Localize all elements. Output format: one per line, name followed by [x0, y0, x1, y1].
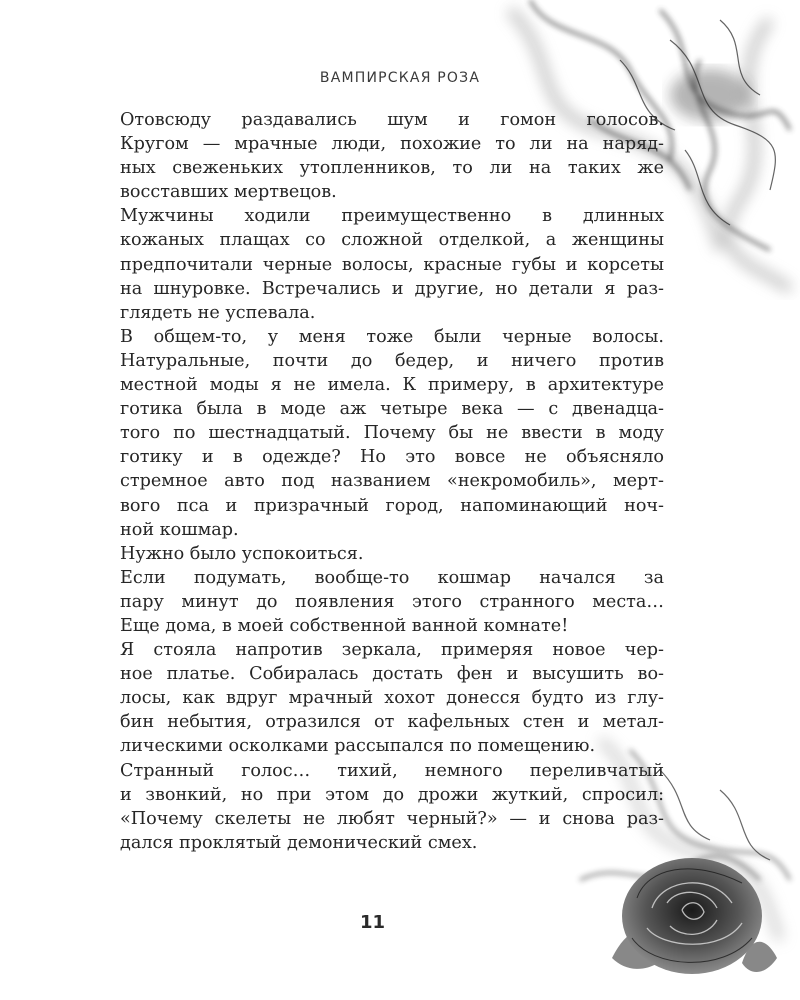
text-line: предпочитали черные волосы, красные губы и корсеты — [120, 254, 664, 275]
text-line: вого пса и призрачный город, напоминающий ноч- — [120, 495, 664, 516]
text-line: лосы, как вдруг мрачный хохот донесся будто из глу- — [120, 688, 664, 709]
text-line: пару минут до появления этого странного места… — [120, 591, 664, 612]
text-line: того по шестнадцатый. Почему бы не ввести в моду — [120, 423, 664, 444]
text-line: Если подумать, вообще-то кошмар начался за — [120, 567, 664, 588]
paragraph — [86, 325, 664, 542]
text-line: В общем-то, у меня тоже были черные волосы. — [120, 326, 664, 347]
page-number: 11 — [359, 912, 386, 933]
text-line: на шнуровке. Встречались и другие, но детали я раз- — [120, 278, 664, 299]
text-line: Кругом — мрачные люди, похожие то ли на наряд- — [120, 134, 664, 155]
text-line: и звонкий, но при этом до дрожи жуткий, спросил: — [120, 784, 664, 805]
text-line: лическими осколками рассыпался по помещению. — [120, 736, 596, 757]
paragraph — [86, 204, 664, 324]
text-line: глядеть не успевала. — [120, 302, 316, 323]
text-line: «Почему скелеты не любят черный?» — и снова раз- — [120, 808, 664, 829]
paragraph — [86, 566, 664, 638]
text-line: ной кошмар. — [120, 519, 239, 540]
text-line: готику и в одежде? Но это вовсе не объясняло — [120, 447, 664, 468]
text-line: ных свеженьких утопленников, то ли на таких же — [120, 158, 664, 179]
text-line: ное платье. Собиралась достать фен и высушить во- — [120, 664, 664, 685]
text-line: готика была в моде аж четыре века — с двенадца- — [120, 399, 664, 420]
text-line: Странный голос… тихий, немного переливчатый — [120, 760, 664, 781]
paragraph — [86, 108, 664, 204]
running-head: ВАМПИРСКАЯ РОЗА — [319, 70, 481, 86]
text-line: Мужчины ходили преимущественно в длинных — [120, 206, 664, 227]
paragraph — [86, 759, 664, 855]
paragraph — [86, 542, 664, 566]
text-line: кожаных плащах со сложной отделкой, а женщины — [120, 230, 664, 251]
text-line: местной моды я не имела. К примеру, в архитектуре — [120, 375, 664, 396]
text-line: стремное авто под названием «некромобиль», мерт- — [120, 471, 664, 492]
text-line: Нужно было успокоиться. — [120, 543, 364, 564]
text-line: Натуральные, почти до бедер, и ничего против — [120, 350, 664, 371]
body-text — [86, 108, 664, 855]
text-line: восставших мертвецов. — [120, 182, 337, 203]
paragraph — [86, 638, 664, 758]
text-line: бин небытия, отразился от кафельных стен и метал- — [120, 712, 664, 733]
text-line: Я стояла напротив зеркала, примеряя новое чер- — [120, 640, 664, 661]
text-line: Еще дома, в моей собственной ванной комнате! — [120, 615, 569, 636]
text-line: дался проклятый демонический смех. — [120, 832, 478, 853]
text-line: Отовсюду раздавались шум и гомон голосов. — [120, 110, 664, 130]
